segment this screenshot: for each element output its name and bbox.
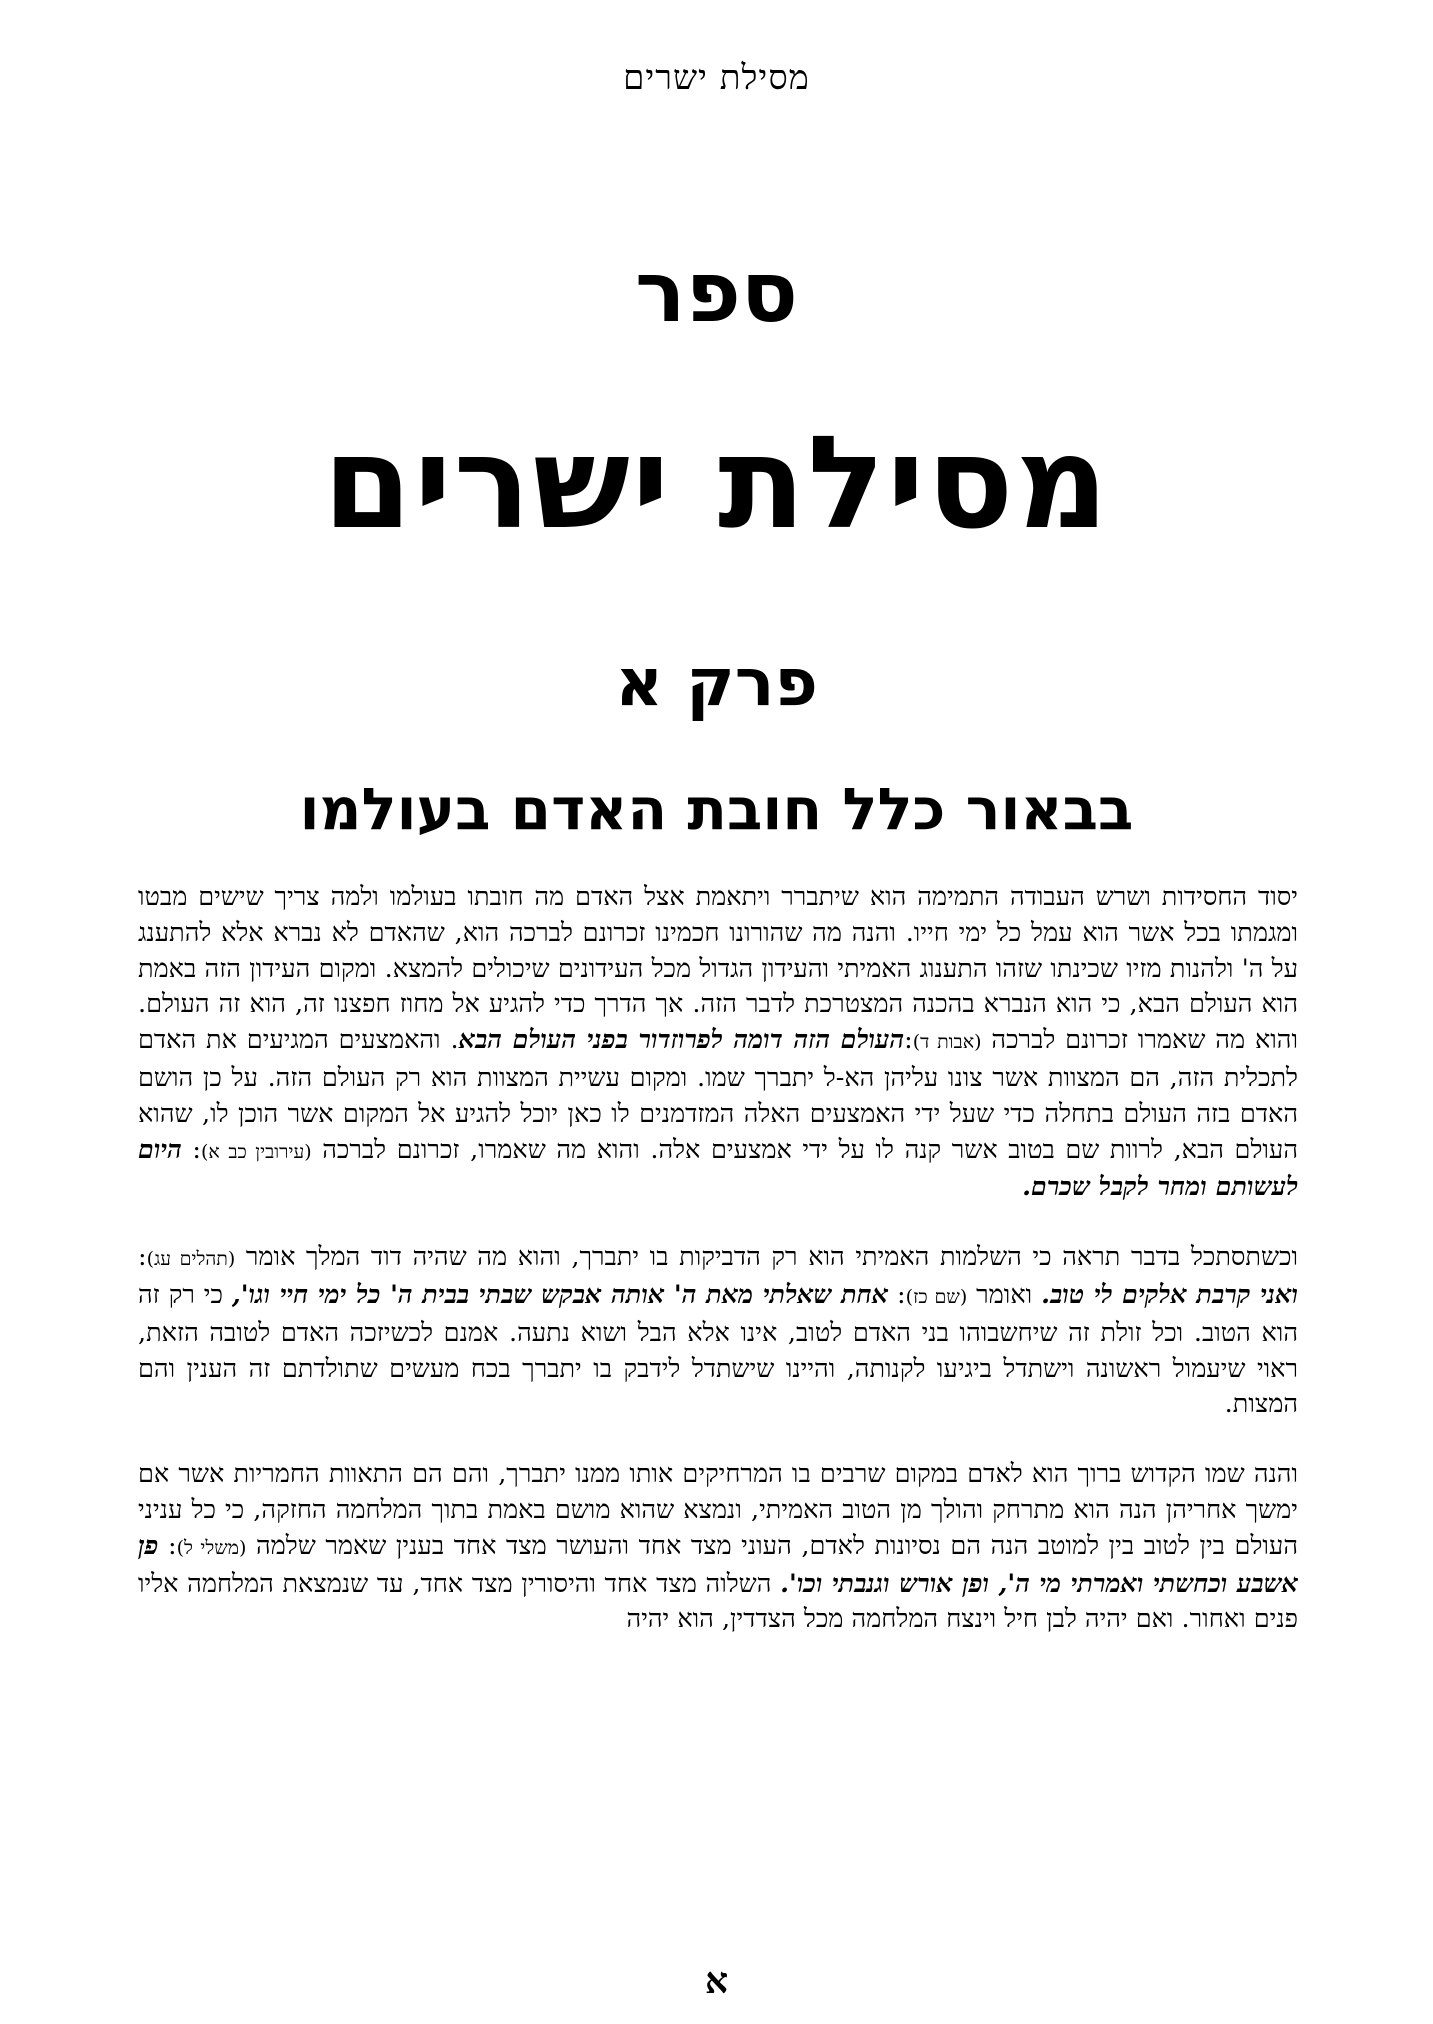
chapter-subtitle: בבאור כלל חובת האדם בעולמו (299, 775, 1134, 843)
source-citation: (אבות ד) (912, 1031, 982, 1054)
page-title: מסילת ישרים (322, 409, 1111, 558)
quotation: היום לעשותם ומחר לקבל שכרם. (138, 1134, 1298, 1203)
quotation: אחת שאלתי מאת ה' אותה אבקש שבתי בבית ה' כל ימי חיי וגו', (231, 1279, 889, 1310)
source-citation: (משלי ל) (176, 1536, 247, 1559)
chapter-heading: פרק א (615, 644, 818, 721)
running-header: מסילת ישרים (623, 58, 810, 98)
quotation: פן אשבע וכחשתי ואמרתי מי ה', ופן אורש וגנבתי וכו'. (138, 1530, 1298, 1599)
text-run: ואומר (976, 1279, 1042, 1310)
paragraph-2: וכשתסתכל בדבר תראה כי השלמות האמיתי הוא רק הדביקות בו יתברך, והוא מה שהיה דוד המלך אומר (תהלים עג): ואני קרבת אלקים לי טוב. ואומר (שם כז): אחת שאלתי מאת ה' אותה אבקש שבתי בבית ה' כל ימי חיי וגו', כי רק זה הוא הטוב. וכל זולת זה שיחשבוהו בני האדם לטוב, אינו אלא הבל ושוא נתעה. אמנם לכשיזכה האדם לטובה הזאת, ראוי שיעמול ראשונה וישתדל ביגיעו לקנותה, והיינו שישתדל לידבק בו יתברך בכח מעשים שתולדתם זה הענין והם המצות. (138, 1242, 1298, 1420)
quotation: העולם הזה דומה לפרוזדור בפני העולם הבא (458, 1025, 905, 1056)
text-run: השלוה מצד אחד והיסורין מצד אחד, עד שנמצאת המלחמה אליו פנים ואחור. ואם יהיה לבן חיל וינצח המלחמה מכל הצדדין, הוא יהיה (138, 1568, 1298, 1635)
page-number: א (704, 1960, 729, 2002)
source-citation: (שם כז) (905, 1285, 968, 1308)
text-run: . והאמצעים המגיעים את האדם לתכלית הזה, הם המצוות אשר צונו עליהן הא-ל יתברך שמו. ומקום עשיית המצוות הוא רק העולם הזה. על כן הושם האדם בזה העולם בתחלה כדי שעל ידי האמצעים האלה המזדמנים לו כאן יוכל להגיע אל המקום אשר הוכן לו, שהוא העולם הבא, לרוות שם בטוב אשר קנה לו על ידי אמצעים אלה. והוא מה שאמרו, זכרונם לברכה (138, 1025, 1298, 1165)
paragraph-1: יסוד החסידות ושרש העבודה התמימה הוא שיתברר ויתאמת אצל האדם מה חובתו בעולמו ולמה צריך שישים מבטו ומגמתו בכל אשר הוא עמל כל ימי חייו. והנה מה שהורונו חכמינו זכרונם לברכה הוא, שהאדם לא נברא אלא להתענג על ה' ולהנות מזיו שכינתו שזהו התענוג האמיתי והעידון הגדול מכל העידונים שיכולים להמצא. ומקום העידון הזה באמת הוא העולם הבא, כי הוא הנברא בהכנה המצטרכת לדבר הזה. אך הדרך כדי להגיע אל מחוז חפצנו זה, הוא זה העולם. והוא מה שאמרו זכרונם לברכה (אבות ד):העולם הזה דומה לפרוזדור בפני העולם הבא. והאמצעים המגיעים את האדם לתכלית הזה, הם המצוות אשר צונו עליהן הא-ל יתברך שמו. ומקום עשיית המצוות הוא רק העולם הזה. על כן הושם האדם בזה העולם בתחלה כדי שעל ידי האמצעים האלה המזדמנים לו כאן יוכל להגיע אל המקום אשר הוכן לו, שהוא העולם הבא, לרוות שם בטוב אשר קנה לו על ידי אמצעים אלה. והוא מה שאמרו, זכרונם לברכה (עירובין כב א): היום לעשותם ומחר לקבל שכרם. (138, 882, 1298, 1203)
text-run: יסוד החסידות ושרש העבודה התמימה הוא שיתברר ויתאמת אצל האדם מה חובתו בעולמו ולמה צריך שישים מבטו ומגמתו בכל אשר הוא עמל כל ימי חייו. והנה מה שהורונו חכמינו זכרונם לברכה הוא, שהאדם לא נברא אלא להתענג על ה' ולהנות מזיו שכינתו שזהו התענוג האמיתי והעידון הגדול מכל העידונים שיכולים להמצא. ומקום העידון הזה באמת הוא העולם הבא, כי הוא הנברא בהכנה המצטרכת לדבר הזה. אך הדרך כדי להגיע אל מחוז חפצנו זה, הוא זה העולם. והוא מה שאמרו זכרונם לברכה (138, 882, 1298, 1056)
text-run: וכשתסתכל בדבר תראה כי השלמות האמיתי הוא רק הדביקות בו יתברך, והוא מה שהיה דוד המלך אומר (245, 1242, 1298, 1273)
source-citation: (תהלים עג) (146, 1248, 236, 1271)
text-run: כי רק זה הוא הטוב. וכל זולת זה שיחשבוהו בני האדם לטוב, אינו אלא הבל ושוא נתעה. אמנם לכשיזכה האדם לטובה הזאת, ראוי שיעמול ראשונה וישתדל ביגיעו לקנותה, והיינו שישתדל לידבק בו יתברך בכח מעשים שתולדתם זה הענין והם המצות. (138, 1279, 1298, 1420)
book-label: ספר (635, 243, 798, 341)
text-run: והנה שמו הקדוש ברוך הוא לאדם במקום שרבים בו המרחיקים אותו ממנו יתברך, והם הם התאוות החמריות אשר אם ימשך אחריהן הנה הוא מתרחק והולך מן הטוב האמיתי, ונמצא שהוא מושם באמת בתוך המלחמה החזקה, כי כל עניני העולם בין לטוב בין למוטב הנה הם נסיונות לאדם, העוני מצד אחד והעושר מצד אחד בענין שאמר שלמה (138, 1459, 1298, 1561)
body-text (138, 880, 1298, 1672)
paragraph-3: והנה שמו הקדוש ברוך הוא לאדם במקום שרבים בו המרחיקים אותו ממנו יתברך, והם הם התאוות החמריות אשר אם ימשך אחריהן הנה הוא מתרחק והולך מן הטוב האמיתי, ונמצא שהוא מושם באמת בתוך המלחמה החזקה, כי כל עניני העולם בין לטוב בין למוטב הנה הם נסיונות לאדם, העוני מצד אחד והעושר מצד אחד בענין שאמר שלמה (משלי ל): פן אשבע וכחשתי ואמרתי מי ה', ופן אורש וגנבתי וכו'. השלוה מצד אחד והיסורין מצד אחד, עד שנמצאת המלחמה אליו פנים ואחור. ואם יהיה לבן חיל וינצח המלחמה מכל הצדדין, הוא יהיה (138, 1459, 1298, 1635)
quotation: ואני קרבת אלקים לי טוב. (1041, 1279, 1298, 1310)
source-citation: (עירובין כב א) (200, 1140, 312, 1163)
